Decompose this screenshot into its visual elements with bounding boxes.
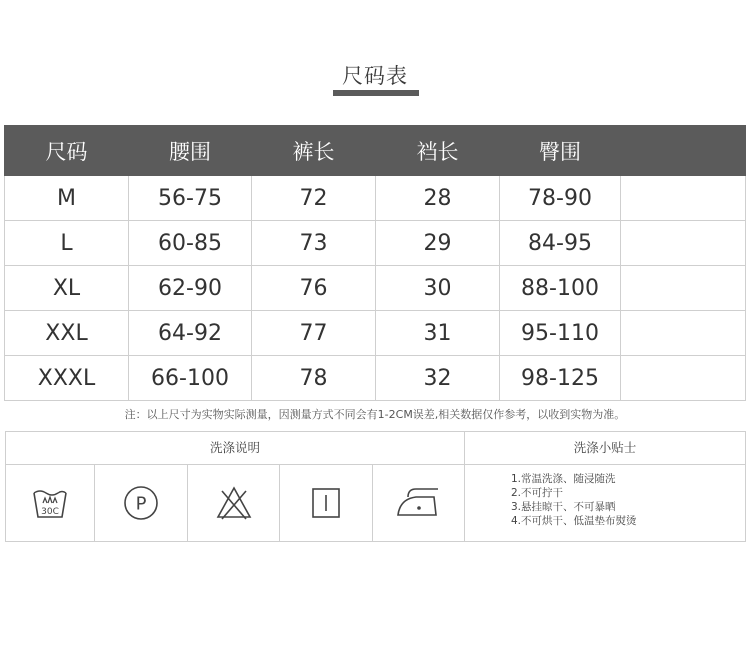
header-waist: 腰围 [129, 126, 252, 176]
cell-size: XL [5, 266, 129, 311]
title-underline [333, 90, 419, 96]
care-tips-title: 洗涤小贴士 [465, 432, 745, 465]
cell-size: M [5, 176, 129, 221]
care-panel [5, 431, 746, 542]
header-size: 尺码 [5, 126, 129, 176]
cell-hip: 95-110 [500, 311, 621, 356]
table-row [5, 221, 746, 266]
care-tips-list [511, 472, 637, 528]
cell-waist: 66-100 [129, 356, 252, 401]
header-hip: 臀围 [500, 126, 621, 176]
cell-hip: 88-100 [500, 266, 621, 311]
measurement-note: 注：以上尺寸为实物实际测量，因测量方式不同会有1-2CM误差,相关数据仅作参考，以收到实物为准。 [124, 408, 626, 421]
table-row [5, 356, 746, 401]
table-row [5, 311, 746, 356]
cell-empty [621, 356, 746, 401]
table-row [5, 176, 746, 221]
divider [464, 432, 465, 541]
wash-30-icon [6, 465, 94, 541]
cell-rise: 29 [376, 221, 500, 266]
cell-size: XXL [5, 311, 129, 356]
size-table-header [5, 126, 746, 176]
cell-rise: 32 [376, 356, 500, 401]
cell-hip: 84-95 [500, 221, 621, 266]
cell-pants-length: 76 [252, 266, 376, 311]
cell-size: L [5, 221, 129, 266]
page-title: 尺码表 [342, 64, 408, 88]
dry-clean-label: P [135, 493, 147, 515]
dry-clean-p-icon [95, 465, 187, 541]
cell-rise: 28 [376, 176, 500, 221]
cell-empty [621, 176, 746, 221]
care-instructions-title: 洗涤说明 [6, 432, 464, 465]
cell-hip: 98-125 [500, 356, 621, 401]
cell-waist: 64-92 [129, 311, 252, 356]
size-table [4, 125, 746, 401]
list-item: 1.常温洗涤、随浸随洗 [511, 473, 616, 485]
list-item: 4.不可烘干、低温垫布熨烫 [511, 515, 637, 527]
list-item: 2.不可拧干 [511, 487, 564, 499]
header-pants-length: 裤长 [252, 126, 376, 176]
cell-empty [621, 266, 746, 311]
list-item: 3.悬挂晾干、不可暴晒 [511, 501, 616, 513]
cell-waist: 60-85 [129, 221, 252, 266]
cell-rise: 30 [376, 266, 500, 311]
iron-low-icon [373, 465, 464, 541]
cell-size: XXXL [5, 356, 129, 401]
cell-empty [621, 311, 746, 356]
cell-pants-length: 78 [252, 356, 376, 401]
cell-pants-length: 72 [252, 176, 376, 221]
cell-pants-length: 73 [252, 221, 376, 266]
cell-waist: 56-75 [129, 176, 252, 221]
cell-waist: 62-90 [129, 266, 252, 311]
no-bleach-icon [188, 465, 279, 541]
table-row [5, 266, 746, 311]
header-empty [621, 126, 746, 176]
cell-pants-length: 77 [252, 311, 376, 356]
line-dry-icon [280, 465, 372, 541]
header-rise: 裆长 [376, 126, 500, 176]
wash-temp-label: 30C [41, 507, 59, 517]
cell-rise: 31 [376, 311, 500, 356]
cell-empty [621, 221, 746, 266]
cell-hip: 78-90 [500, 176, 621, 221]
